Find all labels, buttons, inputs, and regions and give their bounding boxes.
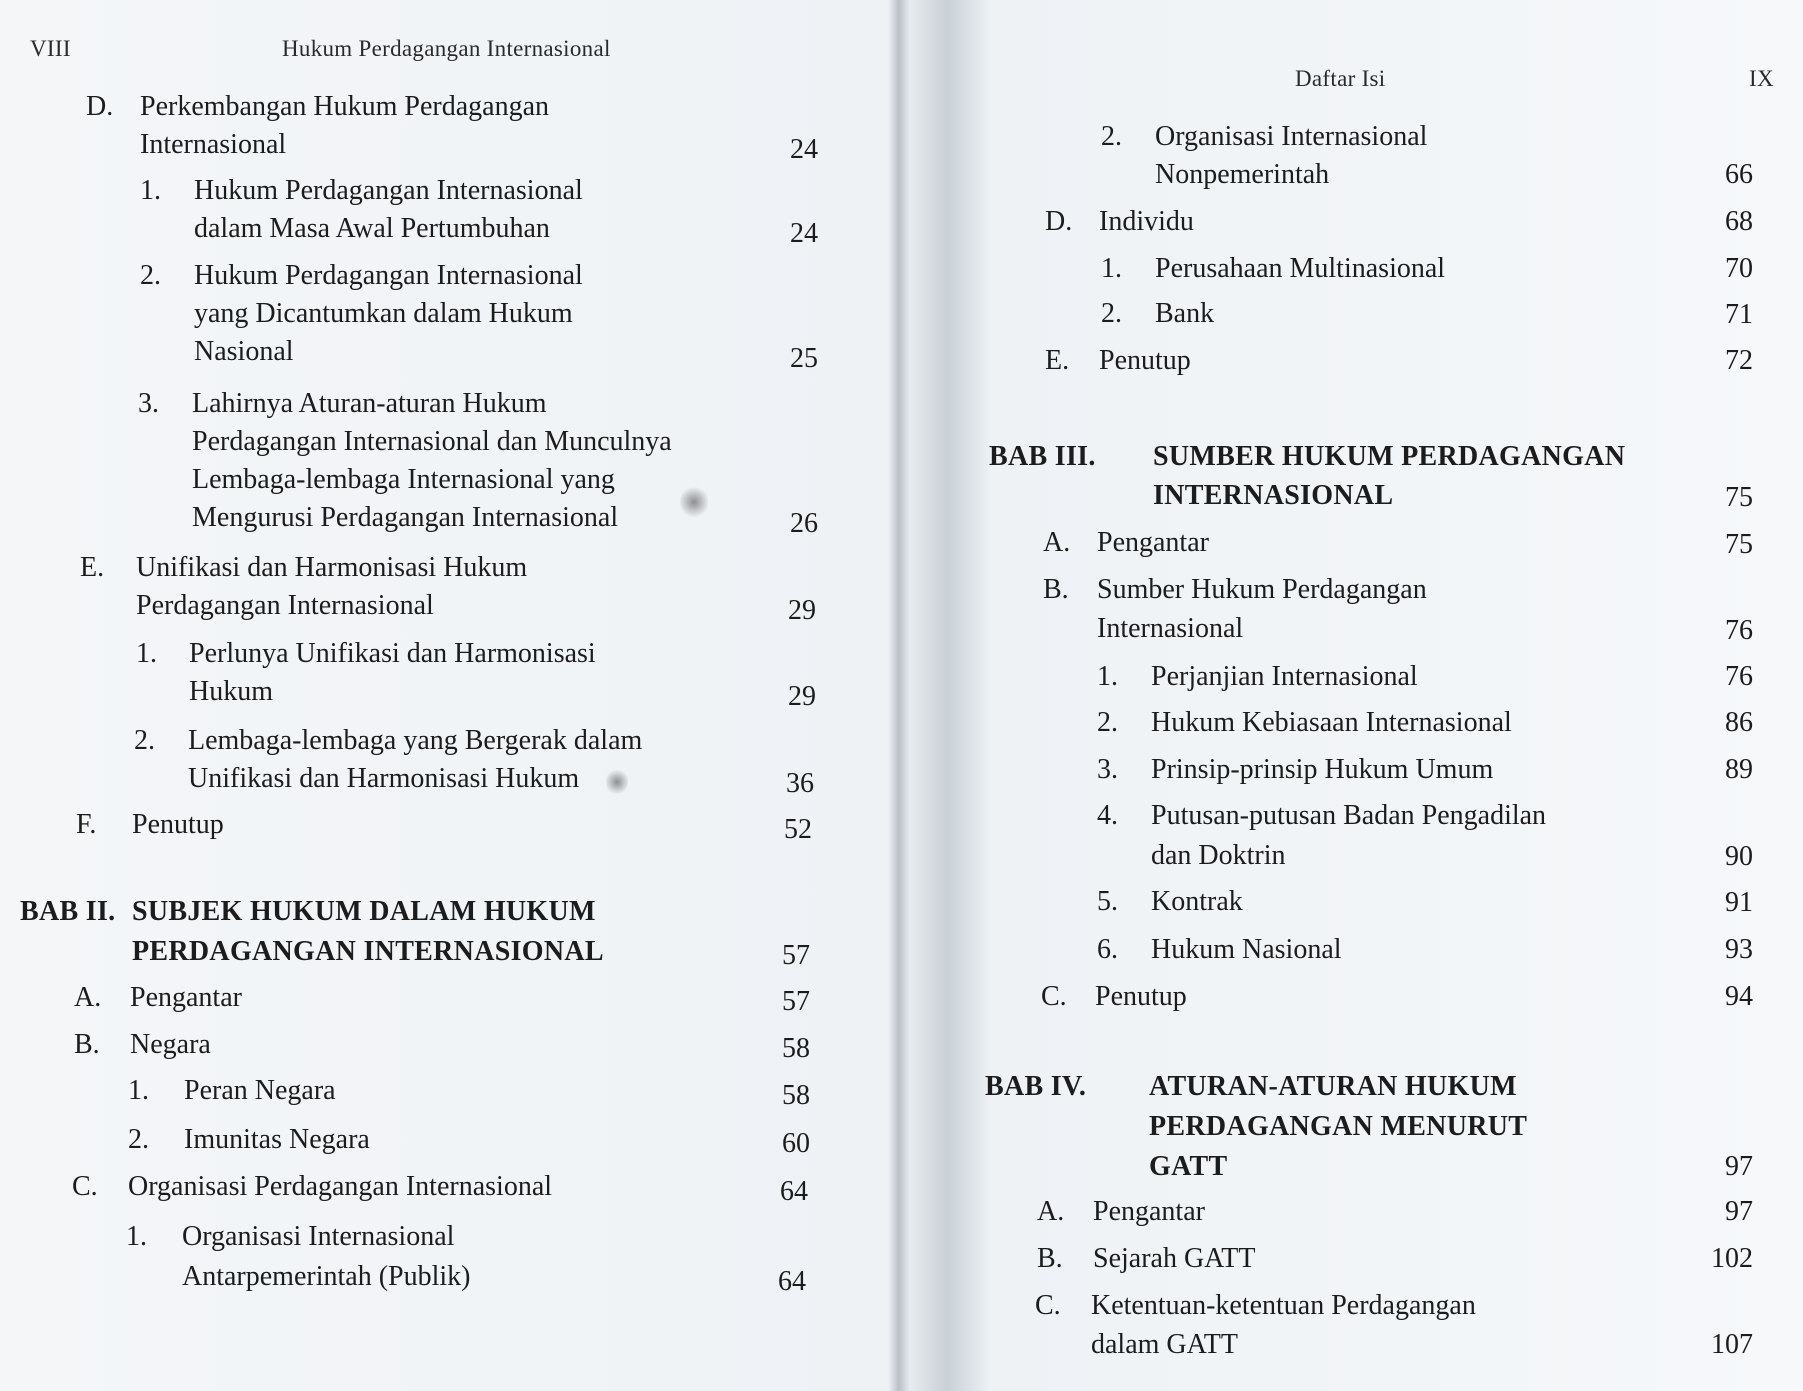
toc-entry-line: Sumber Hukum Perdagangan (1097, 574, 1427, 605)
toc-entry-line: Penutup (132, 809, 224, 840)
toc-entry-line: Nasional (194, 336, 294, 367)
toc-page-number: 91 (1725, 887, 1753, 918)
chapter-title-line: INTERNASIONAL (1153, 480, 1394, 511)
toc-entry-line: Pengantar (1093, 1196, 1205, 1227)
toc-mark: 2. (1097, 707, 1118, 738)
toc-page-number: 70 (1725, 253, 1753, 284)
toc-entry-line: Kontrak (1151, 886, 1243, 917)
toc-entry-line: Perdagangan Internasional dan Munculnya (192, 426, 672, 457)
toc-page-number: 102 (1711, 1243, 1753, 1274)
toc-page-number: 72 (1725, 345, 1753, 376)
right-page (905, 0, 1803, 1391)
chapter-title-line: SUMBER HUKUM PERDAGANGAN (1153, 441, 1626, 472)
toc-entry-line: Bank (1155, 298, 1215, 329)
toc-mark: 1. (1097, 661, 1118, 692)
toc-mark: 3. (1097, 754, 1118, 785)
toc-page-number: 68 (1725, 206, 1753, 237)
toc-page-number: 24 (790, 134, 818, 165)
toc-entry-line: Unifikasi dan Harmonisasi Hukum (136, 552, 528, 583)
toc-entry-line: yang Dicantumkan dalam Hukum (194, 298, 573, 329)
toc-mark: 1. (1101, 253, 1122, 284)
toc-entry-line: Internasional (140, 129, 287, 160)
toc-entry-line: Perdagangan Internasional (136, 590, 434, 621)
toc-page-number: 57 (782, 986, 810, 1017)
toc-mark: E. (80, 552, 105, 583)
right-folio: IX (1749, 66, 1774, 91)
toc-entry-line: Prinsip-prinsip Hukum Umum (1151, 754, 1494, 785)
toc-entry-line: Organisasi Internasional (1155, 121, 1428, 152)
toc-page-number: 76 (1725, 615, 1753, 646)
chapter-page-number: 75 (1725, 482, 1753, 513)
left-running-head: Hukum Perdagangan Internasional (282, 36, 611, 61)
chapter-title-line: ATURAN-ATURAN HUKUM (1149, 1071, 1517, 1102)
chapter-title-line: GATT (1149, 1151, 1228, 1182)
toc-mark: D. (86, 91, 114, 122)
toc-page-number: 66 (1725, 159, 1753, 190)
chapter-label: BAB II. (20, 896, 116, 927)
toc-page-number: 97 (1725, 1196, 1753, 1227)
toc-mark: B. (1037, 1243, 1063, 1274)
toc-mark: 4. (1097, 800, 1118, 831)
toc-entry-line: Organisasi Internasional (182, 1221, 455, 1252)
toc-entry-line: Perkembangan Hukum Perdagangan (140, 91, 549, 122)
toc-entry-line: Perlunya Unifikasi dan Harmonisasi (189, 638, 596, 669)
toc-entry-line: Hukum (189, 676, 273, 707)
toc-page-number: 90 (1725, 841, 1753, 872)
toc-page-number: 58 (782, 1033, 810, 1064)
toc-entry-line: Lahirnya Aturan-aturan Hukum (192, 388, 547, 419)
toc-mark: E. (1045, 345, 1070, 376)
toc-entry-line: Antarpemerintah (Publik) (182, 1261, 471, 1292)
toc-page-number: 71 (1725, 299, 1753, 330)
toc-page-number: 29 (788, 681, 816, 712)
toc-mark: A. (1043, 527, 1071, 558)
ink-smudge (680, 485, 708, 519)
toc-entry-line: Internasional (1097, 613, 1244, 644)
toc-page-number: 75 (1725, 529, 1753, 560)
toc-page-number: 36 (786, 768, 814, 799)
toc-mark: 2. (1101, 121, 1122, 152)
toc-entry-line: Negara (130, 1029, 211, 1060)
toc-mark: 2. (134, 725, 155, 756)
toc-entry-line: Penutup (1099, 345, 1191, 376)
toc-page-number: 24 (790, 218, 818, 249)
toc-mark: 2. (1101, 298, 1122, 329)
toc-entry-line: Penutup (1095, 981, 1187, 1012)
chapter-page-number: 57 (782, 940, 810, 971)
toc-mark: C. (72, 1171, 98, 1202)
toc-mark: 1. (140, 175, 161, 206)
toc-page-number: 89 (1725, 754, 1753, 785)
right-running-head: Daftar Isi (1295, 66, 1386, 91)
toc-page-number: 58 (782, 1080, 810, 1111)
toc-page-number: 93 (1725, 934, 1753, 965)
toc-mark: C. (1041, 981, 1067, 1012)
toc-entry-line: Peran Negara (184, 1075, 336, 1106)
toc-page-number: 26 (790, 508, 818, 539)
toc-entry-line: Hukum Perdagangan Internasional (194, 175, 583, 206)
toc-page-number: 94 (1725, 981, 1753, 1012)
toc-entry-line: Hukum Nasional (1151, 934, 1342, 965)
toc-entry-line: Nonpemerintah (1155, 159, 1330, 190)
toc-mark: 2. (140, 260, 161, 291)
toc-entry-line: Hukum Perdagangan Internasional (194, 260, 583, 291)
toc-entry-line: Pengantar (130, 982, 242, 1013)
toc-page-number: 107 (1711, 1329, 1753, 1360)
toc-mark: 6. (1097, 934, 1118, 965)
toc-mark: 3. (138, 388, 159, 419)
toc-entry-line: dalam Masa Awal Pertumbuhan (194, 213, 550, 244)
chapter-label: BAB IV. (985, 1071, 1087, 1102)
chapter-title-line: PERDAGANGAN MENURUT (1149, 1111, 1528, 1142)
left-folio: VIII (30, 36, 71, 61)
toc-mark: A. (74, 982, 102, 1013)
ink-smudge (606, 768, 628, 796)
toc-mark: A. (1037, 1196, 1065, 1227)
chapter-page-number: 97 (1725, 1151, 1753, 1182)
left-page (0, 0, 890, 1391)
toc-entry-line: Ketentuan-ketentuan Perdagangan (1091, 1290, 1476, 1321)
toc-page-number: 29 (788, 595, 816, 626)
toc-entry-line: Pengantar (1097, 527, 1209, 558)
toc-entry-line: Imunitas Negara (184, 1124, 370, 1155)
toc-mark: B. (1043, 574, 1069, 605)
toc-mark: 1. (126, 1221, 147, 1252)
toc-mark: 2. (128, 1124, 149, 1155)
toc-page-number: 64 (778, 1266, 806, 1297)
toc-mark: C. (1035, 1290, 1061, 1321)
toc-entry-line: Hukum Kebiasaan Internasional (1151, 707, 1512, 738)
toc-entry-line: Sejarah GATT (1093, 1243, 1256, 1274)
chapter-title-line: PERDAGANGAN INTERNASIONAL (132, 936, 604, 967)
toc-entry-line: Putusan-putusan Badan Pengadilan (1151, 800, 1547, 831)
toc-page-number: 25 (790, 343, 818, 374)
toc-entry-line: Mengurusi Perdagangan Internasional (192, 502, 619, 533)
toc-entry-line: Perusahaan Multinasional (1155, 253, 1446, 284)
toc-page-number: 86 (1725, 707, 1753, 738)
toc-mark: D. (1045, 206, 1073, 237)
toc-entry-line: Organisasi Perdagangan Internasional (128, 1171, 553, 1202)
chapter-title-line: SUBJEK HUKUM DALAM HUKUM (132, 896, 596, 927)
chapter-label: BAB III. (989, 441, 1096, 472)
toc-page-number: 76 (1725, 661, 1753, 692)
toc-entry-line: dan Doktrin (1151, 840, 1286, 871)
toc-page-number: 52 (784, 814, 812, 845)
toc-page-number: 60 (782, 1128, 810, 1159)
toc-entry-line: Individu (1099, 206, 1194, 237)
toc-mark: B. (74, 1029, 100, 1060)
toc-entry-line: Perjanjian Internasional (1151, 661, 1418, 692)
toc-entry-line: dalam GATT (1091, 1329, 1238, 1360)
toc-mark: F. (76, 809, 97, 840)
toc-page-number: 64 (780, 1176, 808, 1207)
toc-mark: 1. (136, 638, 157, 669)
toc-mark: 5. (1097, 886, 1118, 917)
toc-mark: 1. (128, 1075, 149, 1106)
toc-entry-line: Lembaga-lembaga yang Bergerak dalam (188, 725, 643, 756)
toc-entry-line: Unifikasi dan Harmonisasi Hukum (188, 763, 580, 794)
toc-entry-line: Lembaga-lembaga Internasional yang (192, 464, 615, 495)
